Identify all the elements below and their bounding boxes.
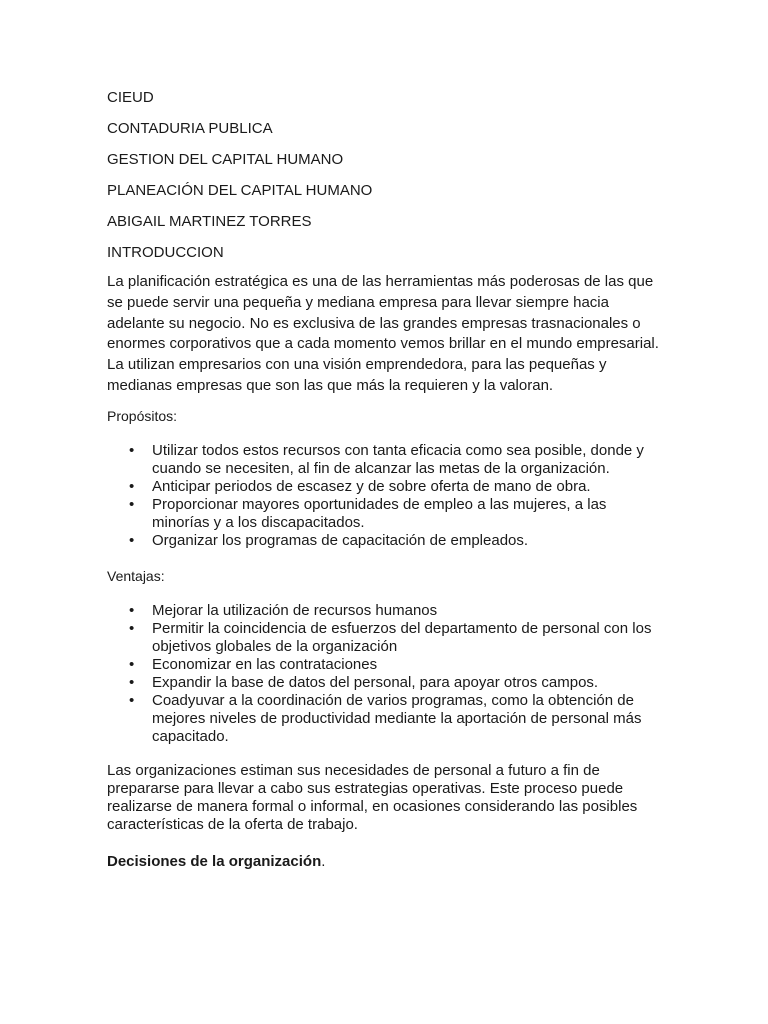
- list-item: [107, 692, 667, 746]
- purposes-label: Propósitos:: [107, 407, 178, 424]
- bullet-icon: •: [129, 531, 135, 549]
- closing-paragraph: Las organizaciones estiman sus necesidades de personal a futuro a fin de prepararse para llevar a cabo sus estrategias operativas. Este proceso puede realizarse de manera formal o informal, en ocasiones considerando las posibles características de la oferta de trabajo.: [107, 761, 638, 833]
- subheading-text: Decisiones de la organización: [107, 852, 322, 870]
- bullet-icon: •: [129, 441, 135, 459]
- list-item-text: Expandir la base de datos del personal, para apoyar otros campos.: [152, 673, 599, 691]
- program-name: CONTADURIA PUBLICA: [107, 120, 273, 137]
- list-item-text: Coadyuvar a la coordinación de varios programas, como la obtención de mejores niveles de productividad mediante la aportación de personal más capacitado.: [152, 691, 642, 745]
- bullet-icon: •: [129, 655, 135, 673]
- advantages-list: [107, 602, 667, 746]
- section-subheading: [107, 852, 667, 872]
- list-item-text: Utilizar todos estos recursos con tanta eficacia como sea posible, donde y cuando se necesiten, al fin de alcanzar las metas de la organización.: [152, 441, 644, 477]
- intro-paragraph: La planificación estratégica es una de las herramientas más poderosas de las que se puede servir una pequeña y mediana empresa para llevar siempre hacia adelante su negocio. No es exclusiva de las grandes empresas trasnacionales o enormes corporativos que a cada momento vemos brillar en el mundo empresarial. La utilizan empresarios con una visión emprendedora, para las pequeñas y medianas empresas que son las que más la requieren y la valoran.: [107, 273, 659, 394]
- institution-name: CIEUD: [107, 89, 154, 106]
- document-page: [107, 88, 667, 872]
- list-item-text: Economizar en las contrataciones: [152, 655, 378, 673]
- list-item: [107, 496, 667, 532]
- topic-title: PLANEACIÓN DEL CAPITAL HUMANO: [107, 182, 373, 199]
- bullet-icon: •: [129, 495, 135, 513]
- purposes-list: [107, 442, 667, 550]
- author-name: ABIGAIL MARTINEZ TORRES: [107, 213, 312, 230]
- list-item-text: Anticipar periodos de escasez y de sobre oferta de mano de obra.: [152, 477, 591, 495]
- section-title: INTRODUCCION: [107, 244, 224, 261]
- list-item: [107, 620, 667, 656]
- list-item-text: Organizar los programas de capacitación de empleados.: [152, 531, 529, 549]
- bullet-icon: •: [129, 673, 135, 691]
- list-item-text: Proporcionar mayores oportunidades de empleo a las mujeres, a las minorías y a los discapacitados.: [152, 495, 607, 531]
- bullet-icon: •: [129, 477, 135, 495]
- list-item-text: Mejorar la utilización de recursos humanos: [152, 601, 438, 619]
- list-item: [107, 674, 667, 692]
- list-item-text: Permitir la coincidencia de esfuerzos del departamento de personal con los objetivos globales de la organización: [152, 619, 652, 655]
- list-item: [107, 602, 667, 620]
- subheading-period: .: [321, 852, 326, 870]
- bullet-icon: •: [129, 691, 135, 709]
- list-item: [107, 478, 667, 496]
- list-item: [107, 656, 667, 674]
- advantages-label: Ventajas:: [107, 567, 165, 584]
- bullet-icon: •: [129, 619, 135, 637]
- course-name: GESTION DEL CAPITAL HUMANO: [107, 151, 344, 168]
- list-item: [107, 532, 667, 550]
- bullet-icon: •: [129, 601, 135, 619]
- list-item: [107, 442, 667, 478]
